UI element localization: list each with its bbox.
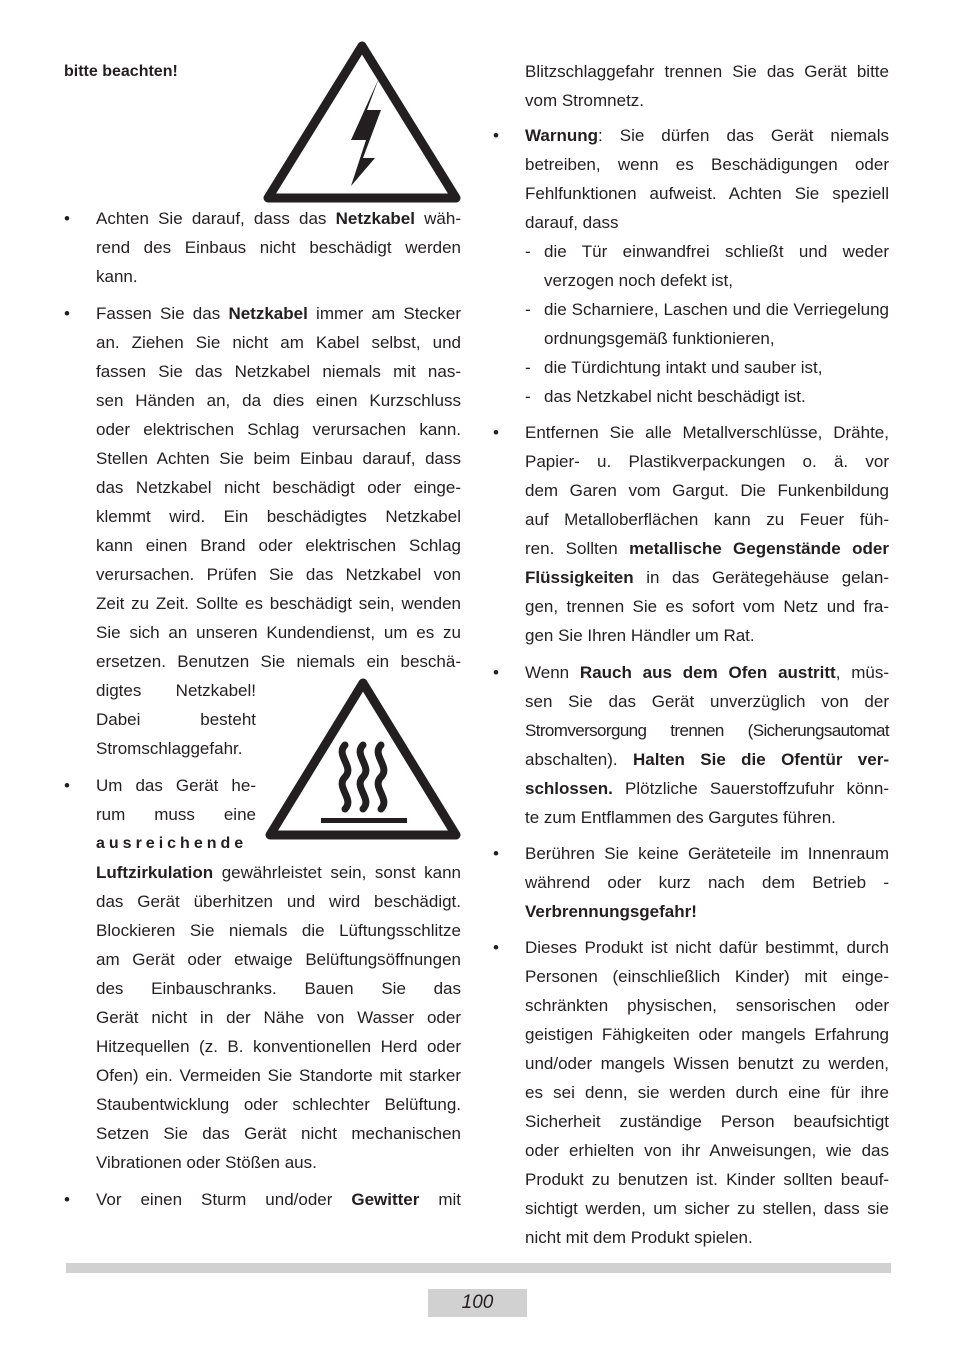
- text-line: Blockieren Sie niemals die Lüftungsschlitze: [96, 921, 461, 940]
- text-line: Stromversorgung trennen (Sicherungsautomat: [525, 721, 889, 740]
- dash-marker: -: [525, 242, 531, 261]
- text-line: Staubentwicklung oder schlechter Belüftung.: [96, 1095, 461, 1114]
- text-line: vom Stromnetz.: [525, 91, 645, 110]
- text-line: klemmt wird. Ein beschädigtes Netzkabel: [96, 507, 461, 526]
- bullet-icon: •: [64, 209, 70, 228]
- footer-rule: [66, 1263, 891, 1273]
- text-line: gen, trennen Sie es sofort vom Netz und fra-: [525, 597, 889, 616]
- text-line: das Gerät überhitzen und wird beschädigt.: [96, 892, 461, 911]
- dash-marker: -: [525, 387, 531, 406]
- text-line: Personen (einschließlich Kinder) mit einge-: [525, 967, 889, 986]
- text-line: Um das Gerät he-: [96, 776, 256, 795]
- text-line: Papier- u. Plastikverpackungen o. ä. vor: [525, 452, 889, 471]
- text-line: das Netzkabel nicht beschädigt ist.: [544, 387, 806, 406]
- text-line: ren. Sollten metallische Gegenstände oder: [525, 539, 889, 558]
- text-line: schränkten physischen, sensorischen oder: [525, 996, 889, 1015]
- text-line: abschalten). Halten Sie die Ofentür ver-: [525, 750, 889, 769]
- text-line: Luftzirkulation gewährleistet sein, sonst kann: [96, 863, 461, 882]
- bullet-icon: •: [493, 938, 499, 957]
- text-line: geistigen Fähigkeiten oder mangels Erfahrung: [525, 1025, 889, 1044]
- text-line: Vor einen Sturm und/oder Gewitter mit: [96, 1190, 461, 1209]
- text-line: Dabei besteht: [96, 710, 256, 729]
- bullet-icon: •: [64, 304, 70, 323]
- electric-shock-warning-icon: [263, 40, 461, 204]
- text-line: digtes Netzkabel!: [96, 681, 256, 700]
- text-line: Setzen Sie das Gerät nicht mechanischen: [96, 1124, 461, 1143]
- text-line: Zeit zu Zeit. Sollte es beschädigt sein, wenden: [96, 594, 461, 613]
- text-line: Fassen Sie das Netzkabel immer am Stecker: [96, 304, 461, 323]
- text-line: die Tür einwandfrei schließt und weder: [544, 242, 889, 261]
- text-line: an. Ziehen Sie nicht am Kabel selbst, und: [96, 333, 461, 352]
- text-line: das Netzkabel nicht beschädigt oder einge-: [96, 478, 461, 497]
- text-line: Warnung: Sie dürfen das Gerät niemals: [525, 126, 889, 145]
- text-line: verzogen noch defekt ist,: [544, 271, 734, 290]
- text-line: gen Sie Ihren Händler um Rat.: [525, 626, 755, 645]
- text-line: Sie sich an unseren Kundendienst, um es zu: [96, 623, 461, 642]
- bullet-icon: •: [493, 663, 499, 682]
- bullet-icon: •: [493, 844, 499, 863]
- text-line: dem Garen vom Gargut. Die Funkenbildung: [525, 481, 889, 500]
- text-line: betreiben, wenn es Beschädigungen oder: [525, 155, 889, 174]
- text-line: oder erhielten von ihr Anweisungen, wie das: [525, 1141, 889, 1160]
- text-line: auf Metalloberflächen kann zu Feuer füh-: [525, 510, 889, 529]
- hot-surface-warning-icon: [265, 677, 461, 841]
- text-line: während oder kurz nach dem Betrieb -: [525, 873, 889, 892]
- text-line: ersetzen. Benutzen Sie niemals ein beschä-: [96, 652, 461, 671]
- text-line: fassen Sie das Netzkabel niemals mit nas-: [96, 362, 461, 381]
- text-line: es sei denn, sie werden durch eine für ihre: [525, 1083, 889, 1102]
- text-line: Entfernen Sie alle Metallverschlüsse, Drähte,: [525, 423, 889, 442]
- text-line: Flüssigkeiten in das Gerätegehäuse gelan-: [525, 568, 889, 587]
- text-line: des Einbauschranks. Bauen Sie das: [96, 979, 461, 998]
- text-line: sen Sie das Gerät unverzüglich von der: [525, 692, 889, 711]
- text-line: rend des Einbaus nicht beschädigt werden: [96, 238, 461, 257]
- page-number: 100: [428, 1289, 527, 1317]
- text-line: und/oder mangels Wissen benutzt zu werden,: [525, 1054, 889, 1073]
- text-line: kann.: [96, 267, 138, 286]
- text-line: nicht mit dem Produkt spielen.: [525, 1228, 753, 1247]
- text-line: Blitzschlaggefahr trennen Sie das Gerät bitte: [525, 62, 889, 81]
- text-line: kann einen Brand oder elektrischen Schlag: [96, 536, 461, 555]
- bullet-icon: •: [64, 776, 70, 795]
- text-line: sichtigt werden, um sicher zu stellen, dass sie: [525, 1199, 889, 1218]
- text-line: Berühren Sie keine Geräteteile im Innenraum: [525, 844, 889, 863]
- text-line: te zum Entflammen des Gargutes führen.: [525, 808, 836, 827]
- dash-marker: -: [525, 358, 531, 377]
- text-line: die Türdichtung intakt und sauber ist,: [544, 358, 823, 377]
- text-line: ordnungsgemäß funktionieren,: [544, 329, 775, 348]
- text-line: Ofen) ein. Vermeiden Sie Standorte mit starker: [96, 1066, 461, 1085]
- text-line: Dieses Produkt ist nicht dafür bestimmt, durch: [525, 938, 889, 957]
- text-line: Hitzequellen (z. B. konventionellen Herd oder: [96, 1037, 461, 1056]
- text-line: schlossen. Plötzliche Sauerstoffzufuhr könn-: [525, 779, 889, 798]
- bullet-icon: •: [64, 1190, 70, 1209]
- text-line: Vibrationen oder Stößen aus.: [96, 1153, 317, 1172]
- dash-marker: -: [525, 300, 531, 319]
- text-line: darauf, dass: [525, 213, 619, 232]
- text-line: sen Händen an, da dies einen Kurzschluss: [96, 391, 461, 410]
- text-line: Produkt zu benutzen ist. Kinder sollten beauf-: [525, 1170, 889, 1189]
- bullet-icon: •: [493, 126, 499, 145]
- text-line: Fehlfunktionen aufweist. Achten Sie speziell: [525, 184, 889, 203]
- text-line: Sicherheit zuständige Person beaufsichtigt: [525, 1112, 889, 1131]
- text-line: Wenn Rauch aus dem Ofen austritt, müs-: [525, 663, 890, 682]
- bullet-icon: •: [493, 423, 499, 442]
- note-label: bitte beachten!: [64, 63, 178, 80]
- text-line: Gerät nicht in der Nähe von Wasser oder: [96, 1008, 461, 1027]
- text-line: Verbrennungsgefahr!: [525, 902, 697, 921]
- text-line: die Scharniere, Laschen und die Verriegelung: [544, 300, 889, 319]
- text-line: oder elektrischen Schlag verursachen kann.: [96, 420, 461, 439]
- text-line: Stellen Achten Sie beim Einbau darauf, dass: [96, 449, 461, 468]
- text-line: rum muss eine: [96, 805, 256, 824]
- text-line: ausreichende: [96, 835, 248, 852]
- text-line: Stromschlaggefahr.: [96, 739, 243, 758]
- text-line: Achten Sie darauf, dass das Netzkabel wäh-: [96, 209, 462, 228]
- text-line: am Gerät oder etwaige Belüftungsöffnungen: [96, 950, 461, 969]
- text-line: verursachen. Prüfen Sie das Netzkabel von: [96, 565, 461, 584]
